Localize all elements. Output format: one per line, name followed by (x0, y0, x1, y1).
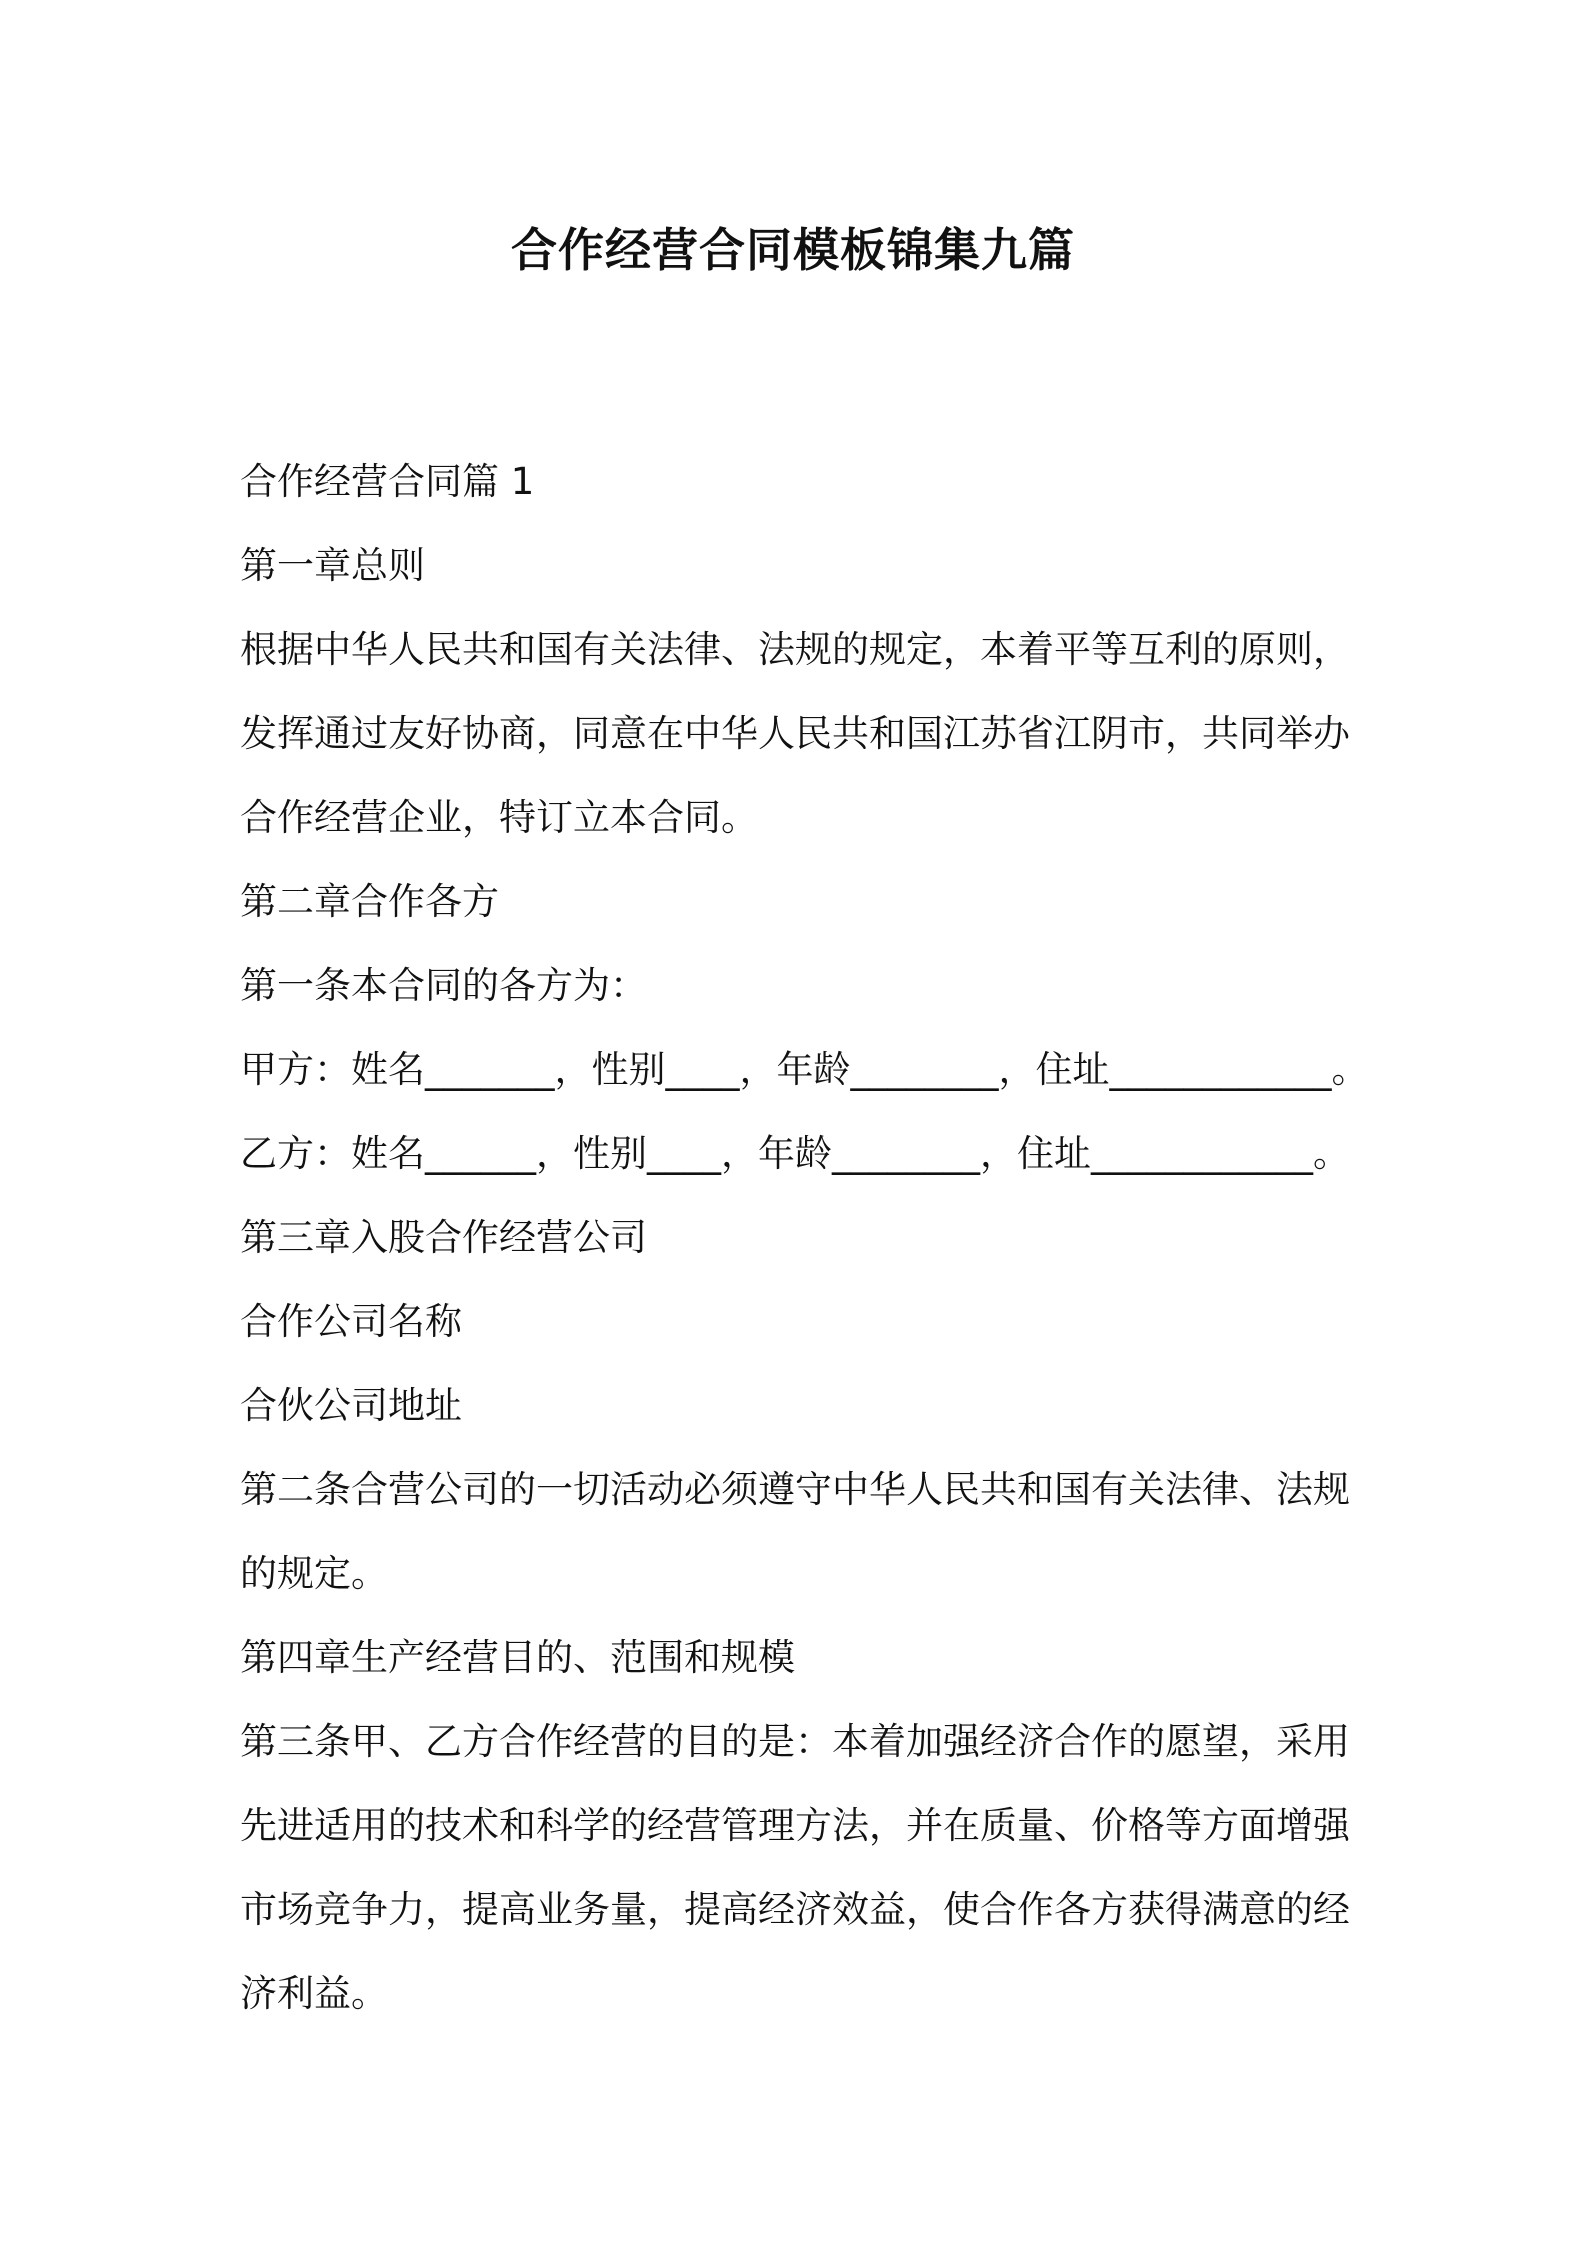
party-b-line: 乙方：姓名______，性别____，年龄________，住址____________。 (240, 1132, 1350, 1175)
clause-line: 第三条甲、乙方合作经营的目的是：本着加强经济合作的愿望，采用 (240, 1720, 1350, 1763)
paragraph-line: 发挥通过友好协商，同意在中华人民共和国江苏省江阴市，共同举办 (240, 712, 1350, 755)
company-address-line: 合伙公司地址 (240, 1384, 462, 1427)
party-a-line: 甲方：姓名_______，性别____，年龄________，住址____________。 (240, 1048, 1369, 1091)
chapter-heading-general: 第一章总则 (240, 544, 425, 587)
chapter-heading-purpose: 第四章生产经营目的、范围和规模 (240, 1636, 795, 1679)
clause-line: 第一条本合同的各方为： (240, 964, 647, 1007)
clause-line: 先进适用的技术和科学的经营管理方法，并在质量、价格等方面增强 (240, 1804, 1350, 1847)
company-name-line: 合作公司名称 (240, 1300, 462, 1343)
section-heading-article-1: 合作经营合同篇 1 (240, 460, 535, 503)
clause-line: 第二条合营公司的一切活动必须遵守中华人民共和国有关法律、法规 (240, 1468, 1350, 1511)
chapter-heading-parties: 第二章合作各方 (240, 880, 499, 923)
document-title: 合作经营合同模板锦集九篇 (511, 223, 1075, 277)
clause-line: 的规定。 (240, 1552, 388, 1595)
document-body (240, 440, 1370, 2036)
paragraph-line: 根据中华人民共和国有关法律、法规的规定，本着平等互利的原则， (240, 628, 1350, 671)
clause-line: 济利益。 (240, 1972, 388, 2015)
chapter-heading-company: 第三章入股合作经营公司 (240, 1216, 647, 1259)
paragraph-line: 合作经营企业，特订立本合同。 (240, 796, 758, 839)
clause-line: 市场竞争力，提高业务量，提高经济效益，使合作各方获得满意的经 (240, 1888, 1350, 1931)
